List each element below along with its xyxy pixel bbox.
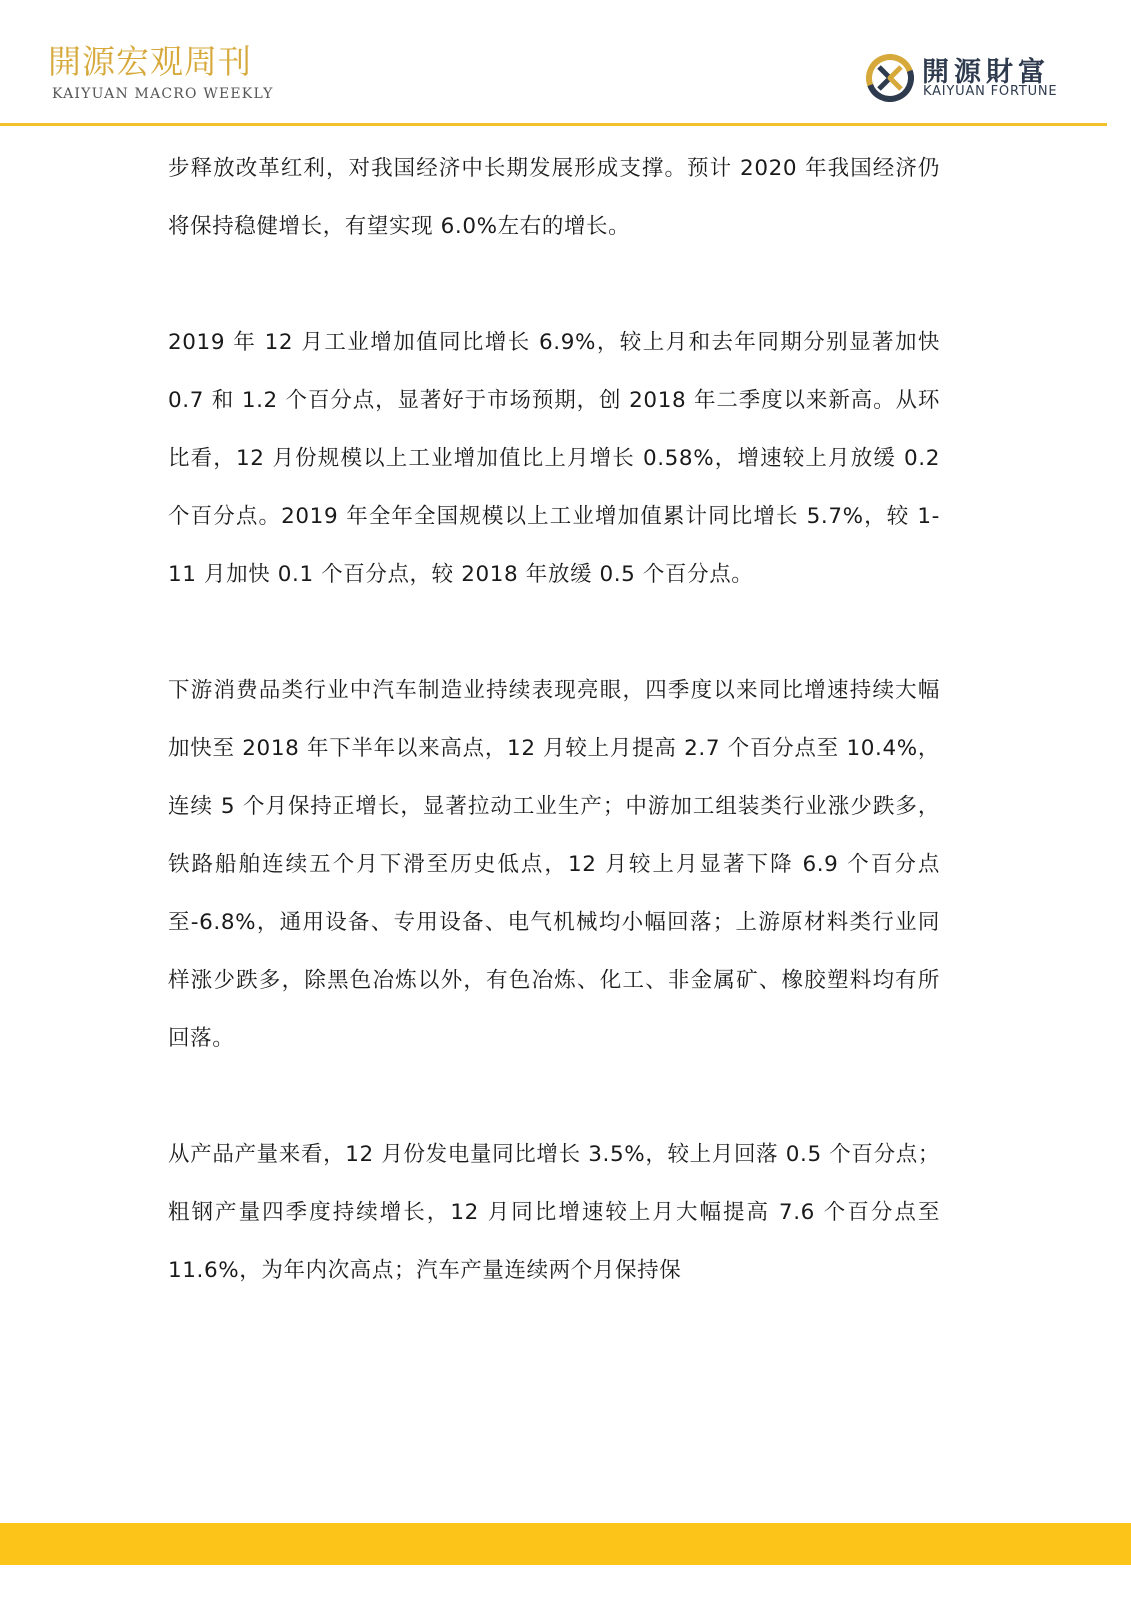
paragraph-product-output: 从产品产量来看，12 月份发电量同比增长 3.5%，较上月回落 0.5 个百分点；粗钢产量四季度持续增长，12 月同比增速较上月大幅提高 7.6 个百分点至 11.6%，为年内次高点；汽车产量连续两个月保持保 <box>168 1142 940 1283</box>
kaiyuan-logo-mark-icon <box>866 54 914 102</box>
logo-wordmark-cn: 開源財富 <box>922 57 1050 88</box>
paragraph-outlook: 步释放改革红利，对我国经济中长期发展形成支撑。预计 2020 年我国经济仍将保持稳健增长，有望实现 6.0%左右的增长。 <box>168 156 940 239</box>
header-divider <box>0 123 1107 126</box>
logo-wordmark-en: KAIYUAN FORTUNE <box>923 84 1058 99</box>
brand-subtitle: KAIYUAN MACRO WEEKLY <box>52 86 274 102</box>
page-header <box>0 0 1131 124</box>
kaiyuan-logo <box>866 50 1086 106</box>
report-body <box>168 140 940 1358</box>
paragraph-industrial-value-added: 2019 年 12 月工业增加值同比增长 6.9%，较上月和去年同期分别显著加快 0.7 和 1.2 个百分点，显著好于市场预期，创 2018 年二季度以来新高。从环比看，12 月份规模以上工业增加值比上月增长 0.58%，增速较上月放缓 0.2 个百分点。2019 年全年全国规模以上工业增加值累计同比增长 5.7%，较 1-11 月加快 0.1 个百分点，较 2018 年放缓 0.5 个百分点。 <box>168 330 940 587</box>
brand-title: 開源宏观周刊 <box>48 42 252 81</box>
footer-band <box>0 1523 1131 1565</box>
paragraph-sector-breakdown: 下游消费品类行业中汽车制造业持续表现亮眼，四季度以来同比增速持续大幅加快至 2018 年下半年以来高点，12 月较上月提高 2.7 个百分点至 10.4%，连续 5 个月保持正增长，显著拉动工业生产；中游加工组装类行业涨少跌多，铁路船舶连续五个月下滑至历史低点，12 月较上月显著下降 6.9 个百分点至-6.8%，通用设备、专用设备、电气机械均小幅回落；上游原材料类行业同样涨少跌多，除黑色冶炼以外，有色冶炼、化工、非金属矿、橡胶塑料均有所回落。 <box>168 678 940 1051</box>
